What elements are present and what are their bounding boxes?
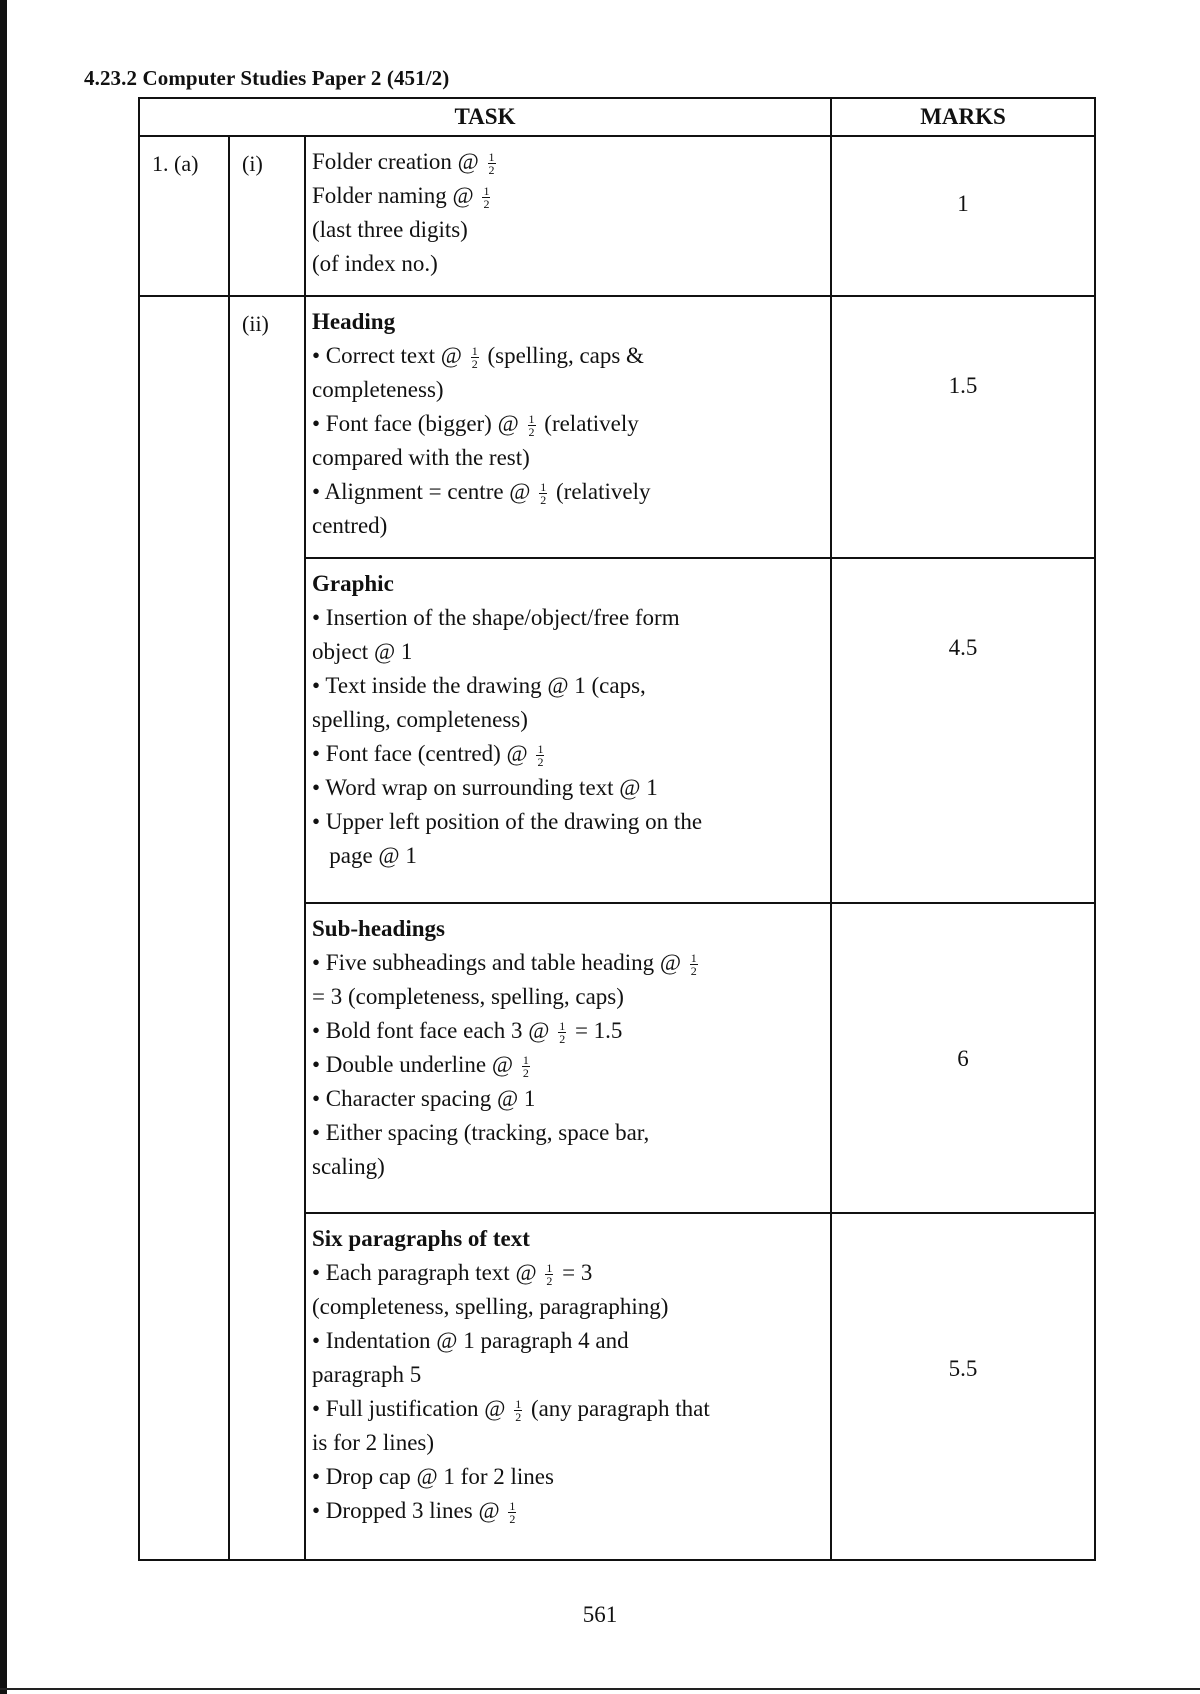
marks-column-header: MARKS: [831, 98, 1095, 136]
task-line: [312, 601, 824, 635]
fraction-half: [545, 1262, 553, 1287]
marks-cell: [831, 1213, 1095, 1560]
fraction-denominator: 2: [509, 1512, 516, 1527]
task-line: [312, 407, 824, 441]
fraction-denominator: 2: [528, 425, 535, 440]
task-line: [312, 703, 824, 737]
task-line: [312, 980, 824, 1014]
fraction-denominator: 2: [546, 1274, 553, 1289]
task-line-text: • Text inside the drawing @ 1 (caps,: [312, 673, 646, 698]
task-line-text: • Double underline @: [312, 1052, 519, 1077]
fraction-denominator: 2: [537, 755, 544, 770]
fraction-denominator: 2: [690, 964, 697, 979]
task-line: [312, 635, 824, 669]
section-title: 4.23.2 Computer Studies Paper 2 (451/2): [84, 66, 450, 90]
task-line: [312, 946, 824, 980]
task-line-text: paragraph 5: [312, 1362, 422, 1387]
task-line: [312, 1392, 824, 1426]
task-line: [312, 805, 824, 839]
fraction-half: [508, 1500, 516, 1525]
task-line-text: spelling, completeness): [312, 707, 528, 732]
fraction-half: [536, 743, 544, 768]
marks-cell: [831, 903, 1095, 1213]
task-line: [312, 1358, 824, 1392]
fraction-denominator: 2: [483, 197, 490, 212]
task-line-suffix: (relatively: [550, 479, 651, 504]
marks-value: 1.5: [948, 373, 978, 398]
task-line: [312, 1150, 824, 1184]
task-line-text: • Dropped 3 lines @: [312, 1498, 506, 1523]
sub-part-cell: (ii): [229, 296, 305, 1560]
task-heading: Heading: [312, 309, 396, 334]
fraction-half: [558, 1020, 566, 1045]
fraction-denominator: 2: [471, 357, 478, 372]
task-line: [312, 1048, 824, 1082]
task-line-text: • Font face (bigger) @: [312, 411, 525, 436]
fraction-half: [488, 151, 496, 176]
marks-value: 4.5: [948, 635, 978, 660]
marking-scheme-table: [138, 97, 1096, 1561]
task-line: [312, 339, 824, 373]
task-line-text: (last three digits): [312, 217, 468, 242]
task-line: [312, 509, 824, 543]
task-line: [312, 1426, 824, 1460]
task-line-text: • Word wrap on surrounding text @ 1: [312, 775, 658, 800]
task-heading: Sub-headings: [312, 916, 445, 941]
task-line: [312, 145, 824, 179]
task-line-text: • Correct text @: [312, 343, 468, 368]
task-line-text: page @ 1: [312, 843, 417, 868]
task-line-text: • Upper left position of the drawing on the: [312, 809, 703, 834]
task-cell: [305, 296, 831, 558]
task-line-suffix: = 3: [556, 1260, 593, 1285]
task-line-text: is for 2 lines): [312, 1430, 435, 1455]
task-line: [312, 179, 824, 213]
task-line-text: • Insertion of the shape/object/free form: [312, 605, 680, 630]
task-line-text: • Indentation @ 1 paragraph 4 and: [312, 1328, 629, 1353]
table-row: [139, 136, 1095, 296]
fraction-numerator: 1: [522, 1053, 529, 1068]
fraction-denominator: 2: [540, 493, 547, 508]
task-line: [312, 1460, 824, 1494]
task-line-text: centred): [312, 513, 388, 538]
task-line: [312, 1494, 824, 1528]
task-line-text: • Full justification @: [312, 1396, 512, 1421]
task-line: [312, 1082, 824, 1116]
marks-cell: [831, 136, 1095, 296]
fraction-numerator: 1: [483, 184, 490, 199]
fraction-numerator: 1: [690, 951, 697, 966]
task-line: [312, 771, 824, 805]
fraction-numerator: 1: [515, 1397, 522, 1412]
task-line: [312, 1116, 824, 1150]
marks-value: 6: [957, 1046, 969, 1071]
task-line-suffix: (relatively: [538, 411, 639, 436]
fraction-half: [482, 185, 490, 210]
task-heading: Graphic: [312, 571, 394, 596]
fraction-numerator: 1: [546, 1261, 553, 1276]
marks-value: 5.5: [948, 1356, 978, 1381]
task-line-text: (completeness, spelling, paragraphing): [312, 1294, 669, 1319]
question-spacer-cell: [139, 296, 229, 1560]
task-line-text: • Each paragraph text @: [312, 1260, 543, 1285]
task-line: [312, 1256, 824, 1290]
task-line-text: = 3 (completeness, spelling, caps): [312, 984, 624, 1009]
fraction-half: [471, 345, 479, 370]
page-number: 561: [582, 1602, 618, 1627]
task-cell: [305, 903, 831, 1213]
task-line-text: • Character spacing @ 1: [312, 1086, 536, 1111]
marks-cell: [831, 296, 1095, 558]
task-line-text: • Either spacing (tracking, space bar,: [312, 1120, 650, 1145]
task-line-text: Folder creation @: [312, 149, 485, 174]
task-line-text: object @ 1: [312, 639, 413, 664]
table-row: [139, 296, 1095, 558]
fraction-denominator: 2: [522, 1066, 529, 1081]
scan-edge-bar: [0, 0, 7, 1694]
sub-part-cell: (i): [229, 136, 305, 296]
task-line-text: • Font face (centred) @: [312, 741, 534, 766]
task-line-suffix: (any paragraph that: [525, 1396, 710, 1421]
task-line: [312, 839, 824, 873]
task-line: [312, 247, 824, 281]
task-line-text: • Drop cap @ 1 for 2 lines: [312, 1464, 554, 1489]
task-cell: [305, 136, 831, 296]
fraction-numerator: 1: [528, 412, 535, 427]
table-header-row: [139, 98, 1095, 136]
task-line-text: • Alignment = centre @: [312, 479, 537, 504]
task-line-text: (of index no.): [312, 251, 438, 276]
task-line-suffix: = 1.5: [569, 1018, 623, 1043]
fraction-numerator: 1: [509, 1499, 516, 1514]
fraction-denominator: 2: [515, 1410, 522, 1425]
task-column-header: TASK: [139, 98, 831, 136]
marks-value: 1: [957, 191, 969, 216]
fraction-half: [539, 481, 547, 506]
task-line: [312, 737, 824, 771]
fraction-half: [522, 1054, 530, 1079]
fraction-numerator: 1: [471, 344, 478, 359]
task-line: [312, 669, 824, 703]
fraction-numerator: 1: [559, 1019, 566, 1034]
task-line: [312, 475, 824, 509]
fraction-numerator: 1: [537, 742, 544, 757]
task-line-text: • Bold font face each 3 @: [312, 1018, 556, 1043]
task-line: [312, 1290, 824, 1324]
marks-cell: [831, 558, 1095, 903]
task-line-text: completeness): [312, 377, 444, 402]
task-line: [312, 1324, 824, 1358]
fraction-numerator: 1: [540, 480, 547, 495]
footer-rule: [0, 1688, 1200, 1690]
fraction-numerator: 1: [488, 150, 495, 165]
question-number-cell: 1. (a): [139, 136, 229, 296]
task-line: [312, 441, 824, 475]
task-line-suffix: (spelling, caps &: [481, 343, 644, 368]
fraction-half: [690, 952, 698, 977]
task-line-text: compared with the rest): [312, 445, 530, 470]
task-heading: Six paragraphs of text: [312, 1226, 530, 1251]
task-line: [312, 213, 824, 247]
fraction-denominator: 2: [559, 1032, 566, 1047]
task-cell: [305, 1213, 831, 1560]
task-line: [312, 373, 824, 407]
task-cell: [305, 558, 831, 903]
task-line-text: • Five subheadings and table heading @: [312, 950, 687, 975]
fraction-denominator: 2: [488, 163, 495, 178]
fraction-half: [514, 1398, 522, 1423]
task-line-text: scaling): [312, 1154, 385, 1179]
task-line: [312, 1014, 824, 1048]
task-line-text: Folder naming @: [312, 183, 480, 208]
fraction-half: [528, 413, 536, 438]
